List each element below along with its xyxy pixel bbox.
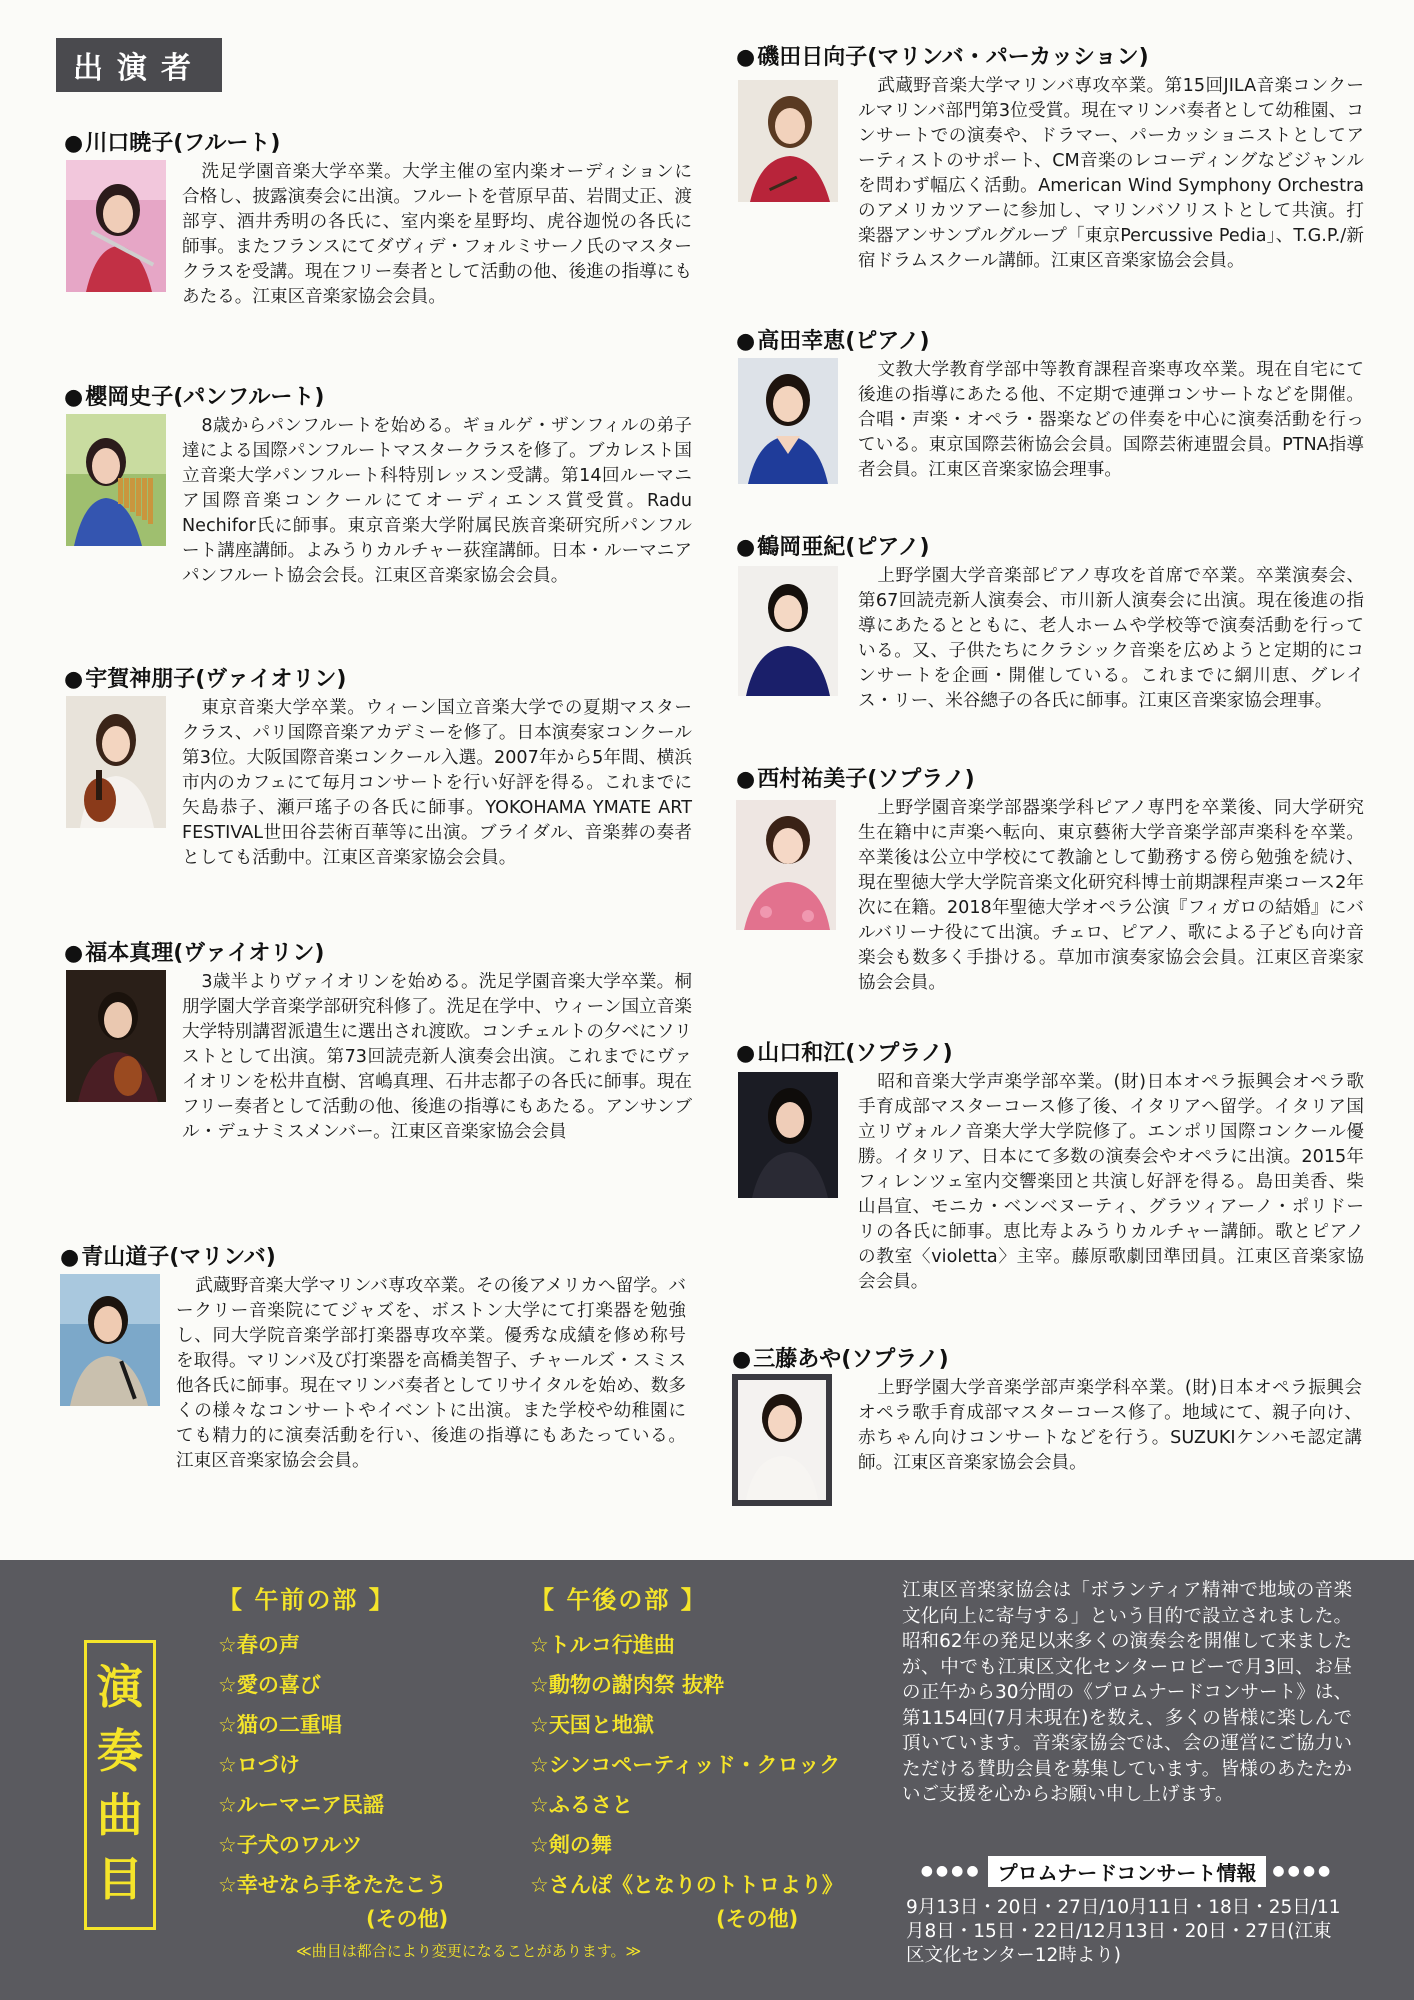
performer-fukumoto bbox=[64, 936, 694, 1206]
performer-bio: 上野学園大学音楽学部声楽学科卒業。(財)日本オペラ振興会オペラ歌手育成部マスターコース修了。地域にて、親子向け、赤ちゃん向けコンサートなどを行う。SUZUKIケンハモ認定講師。江東区音楽家協会会員。 bbox=[858, 1378, 1362, 1473]
label-dots-right: ●●●● bbox=[1272, 1863, 1334, 1879]
performer-bio: 8歳からパンフルートを始める。ギョルゲ・ザンフィルの弟子達による国際パンフルートマスタークラスを修了。ブカレスト国立音楽大学パンフルート科特別レッスン受講。第14回ルーマニア国際音楽コンクールにてオーディエンス賞受賞。Radu Nechifor氏に師事。東京音楽大学附属民族音楽研究所パンフルート講座講師。よみうりカルチャー荻窪講師。日本・ルーマニアパンフルート協会会長。江東区音楽家協会会員。 bbox=[182, 416, 692, 586]
performer-bio: 武蔵野音楽大学マリンバ専攻卒業。その後アメリカへ留学。バークリー音楽院にてジャズを、ボストン大学にて打楽器を勉強し、同大学院音楽学部打楽器専攻卒業。優秀な成績を修め称号を取得。マリンバ及び打楽器を高橋美智子、チャールズ・スミス他各氏に師事。現在マリンバ奏者としてリサイタルを始め、数多くの様々なコンサートやイベントに出演。また学校や幼稚園にても精力的に演奏活動を行い、後進の指導にもあたっている。江東区音楽家協会会員。 bbox=[176, 1276, 686, 1471]
program-item: ☆ さんぽ《となりのトトロより》 bbox=[530, 1865, 880, 1905]
performer-photo bbox=[738, 80, 838, 202]
performer-name: ● 福本真理(ヴァイオリン) bbox=[64, 936, 324, 967]
performer-name: ● 川口暁子(フルート) bbox=[64, 126, 280, 157]
morning-heading: 【 午前の部 】 bbox=[218, 1586, 395, 1614]
label-dots-left: ●●●● bbox=[920, 1863, 982, 1879]
morning-other: (その他) bbox=[366, 1907, 449, 1931]
program-afternoon bbox=[530, 1580, 880, 1905]
performer-photo bbox=[732, 1374, 832, 1506]
performer-name: ● 青山道子(マリンバ) bbox=[60, 1240, 276, 1271]
performer-name: ● 山口和江(ソプラノ) bbox=[736, 1036, 953, 1067]
performer-yamaguchi bbox=[736, 1036, 1366, 1326]
performer-nishimura bbox=[736, 762, 1366, 1022]
program-item: ☆ ロづけ bbox=[218, 1745, 508, 1785]
performer-name: ● 三藤あや(ソプラノ) bbox=[732, 1342, 949, 1373]
concert-dates: 9月13日・20日・27日/10月11日・18日・25日/11月8日・15日・22日/12月13日・20日・27日(江東区文化センター12時より) bbox=[906, 1897, 1341, 1966]
performer-name: ● 磯田日向子(マリンバ・パーカッション) bbox=[736, 40, 1149, 71]
performer-takada bbox=[736, 324, 1366, 504]
performer-isoda bbox=[736, 40, 1366, 310]
performer-tsuruoka bbox=[736, 530, 1366, 750]
program-item: ☆ 猫の二重唱 bbox=[218, 1705, 508, 1745]
performer-name: ● 西村祐美子(ソプラノ) bbox=[736, 762, 975, 793]
performer-aoyama bbox=[60, 1240, 690, 1520]
section-title: 出演者 bbox=[56, 38, 222, 92]
performer-bio: 洗足学園音楽大学卒業。大学主催の室内楽オーディションに合格し、披露演奏会に出演。フルートを菅原早苗、岩間丈正、渡部亨、酒井秀明の各氏に、室内楽を星野均、虎谷迦悦の各氏に師事。またフランスにてダヴィデ・フォルミサーノ氏のマスタークラスを受講。現在フリー奏者として活動の他、後進の指導にもあたる。江東区音楽家協会会員。 bbox=[182, 162, 692, 307]
program-item: ☆ 幸せなら手をたたこう bbox=[218, 1865, 508, 1905]
performer-bio: 東京音楽大学卒業。ウィーン国立音楽大学での夏期マスタークラス、パリ国際音楽アカデミーを修了。日本演奏家コンクール第3位。大阪国際音楽コンクール入選。2007年から5年間、横浜市内のカフェにて毎月コンサートを行い好評を得る。これまでに矢島恭子、瀬戸瑤子の各氏に師事。YOKOHAMA YMATE ART FESTIVAL世田谷芸術百華等に出演。ブライダル、音楽葬の奏者としても活動中。江東区音楽家協会会員。 bbox=[182, 698, 692, 868]
program-item: ☆ トルコ行進曲 bbox=[530, 1625, 880, 1665]
performer-bio: 上野学園大学音楽部ピアノ専攻を首席で卒業。卒業演奏会、第67回読売新人演奏会、市川新人演奏会に出演。現在後進の指導にあたるとともに、老人ホームや学校等で演奏活動を行っている。又、子供たちにクラシック音楽を広めようと定期的にコンサートを企画・開催している。これまでに網川恵、グレイス・リー、米谷總子の各氏に師事。江東区音楽家協会理事。 bbox=[858, 566, 1364, 711]
performer-photo bbox=[66, 160, 166, 292]
program-item: ☆ 天国と地獄 bbox=[530, 1705, 880, 1745]
program-item: ☆ シンコペーティッド・クロック bbox=[530, 1745, 880, 1785]
performer-name: ● 鶴岡亜紀(ピアノ) bbox=[736, 530, 930, 561]
performer-bio: 文教大学教育学部中等教育課程音楽専攻卒業。現在自宅にて後進の指導にあたる他、不定期で連弾コンサートなどを開催。合唱・声楽・オペラ・器楽などの伴奏を中心に演奏活動を行っている。東京国際芸術協会会員。国際芸術連盟会員。PTNA指導者会員。江東区音楽家協会理事。 bbox=[858, 360, 1364, 480]
performer-photo bbox=[66, 414, 166, 546]
performer-mito bbox=[732, 1342, 1366, 1512]
program-item: ☆ 春の声 bbox=[218, 1625, 508, 1665]
performer-photo bbox=[738, 1072, 838, 1198]
label-text: プロムナードコンサート情報 bbox=[988, 1856, 1267, 1887]
performer-photo bbox=[66, 970, 166, 1102]
program-item: ☆ ルーマニア民謡 bbox=[218, 1785, 508, 1825]
promenade-info-label bbox=[902, 1857, 1352, 1885]
performer-name: ● 高田幸恵(ピアノ) bbox=[736, 324, 930, 355]
performer-photo bbox=[60, 1274, 160, 1406]
performer-sakuraoka bbox=[64, 380, 694, 620]
afternoon-other: (その他) bbox=[716, 1907, 799, 1931]
performer-photo bbox=[736, 800, 836, 930]
program-morning bbox=[218, 1580, 508, 1905]
program-note: ≪曲目は都合により変更になることがあります。≫ bbox=[296, 1942, 642, 1960]
performer-photo bbox=[738, 566, 838, 696]
performer-kawaguchi bbox=[64, 126, 694, 346]
program-item: ☆ 子犬のワルツ bbox=[218, 1825, 508, 1865]
program-item: ☆ 動物の謝肉祭 抜粋 bbox=[530, 1665, 880, 1705]
performer-bio: 昭和音楽大学声楽学部卒業。(財)日本オペラ振興会オペラ歌手育成部マスターコース修了後、イタリアへ留学。イタリア国立リヴォルノ音楽大学大学院修了。エンポリ国際コンクール優勝。イタリア、日本にて多数の演奏会やオペラに出演。2015年フィレンツェ室内交響楽団と共演し好評を得る。島田美香、柴山昌宣、モニカ・ベンベヌーティ、グラツィアーノ・ポリドーリの各氏に師事。恵比寿よみうりカルチャー講師。歌とピアノの教室〈violetta〉主宰。藤原歌劇団準団員。江東区音楽家協会会員。 bbox=[858, 1072, 1364, 1292]
performer-photo bbox=[738, 358, 838, 484]
performer-bio: 上野学園音楽学部器楽学科ピアノ専門を卒業後、同大学研究生在籍中に声楽へ転向、東京藝術大学音楽学部声楽科を卒業。卒業後は公立中学校にて教諭として勤務する傍ら勉強を続け、現在聖徳大学大学院音楽文化研究科博士前期課程声楽コース2年次に在籍。2018年聖徳大学オペラ公演『フィガロの結婚』にバルバリーナ役にて出演。チェロ、ピアノ、歌による子ども向け音楽会も数多く手掛ける。草加市演奏家協会会員。江東区音楽家協会会員。 bbox=[858, 798, 1364, 993]
performer-bio: 3歳半よりヴァイオリンを始める。洗足学園音楽大学卒業。桐朋学園大学音楽学部研究科修了。洗足在学中、ウィーン国立音楽大学特別講習派遣生に選出され渡欧。コンチェルトの夕べにソリストとして出演。第73回読売新人演奏会出演。これまでにヴァイオリンを松井直樹、宮嶋真理、石井志都子の各氏に師事。現在フリー奏者として活動の他、後進の指導にもあたる。アンサンブル・デュナミスメンバー。江東区音楽家協会会員 bbox=[182, 972, 692, 1142]
program-item: ☆ 剣の舞 bbox=[530, 1825, 880, 1865]
performer-bio: 武蔵野音楽大学マリンバ専攻卒業。第15回JILA音楽コンクールマリンバ部門第3位受賞。現在マリンバ奏者として幼稚園、コンサートでの演奏や、ドラマー、パーカッショニストとしてアーティストのサポート、CM音楽のレコーディングなどジャンルを問わず幅広く活動。American Wind Symphony Orchestraのアメリカツアーに参加し、マリンバソリストとして共演。打楽器アンサンブルグループ「東京Percussive Pedia」、T.G.P./新宿ドラムスクール講師。江東区音楽家協会会員。 bbox=[858, 76, 1364, 271]
program-title: 演 奏 曲 目 bbox=[84, 1640, 156, 1930]
afternoon-heading: 【 午後の部 】 bbox=[530, 1586, 707, 1614]
performer-name: ● 櫻岡史子(パンフルート) bbox=[64, 380, 324, 411]
association-info: 江東区音楽家協会は「ボランティア精神で地域の音楽文化向上に寄与する」という目的で設立されました。昭和62年の発足以来多くの演奏会を開催して来ましたが、中でも江東区文化センターロビーで月3回、お昼の正午から30分間の《プロムナードコンサート》は、第1154回(7月末現在)を数え、多くの皆様に楽しんで頂いています。音楽家協会では、会の運営にご協力いただける賛助会員を募集しています。皆様のあたたかいご支援を心からお願い申し上げます。 bbox=[902, 1580, 1352, 1805]
performer-name: ● 宇賀神朋子(ヴァイオリン) bbox=[64, 662, 346, 693]
program-item: ☆ ふるさと bbox=[530, 1785, 880, 1825]
performer-ugajin bbox=[64, 662, 694, 902]
program-item: ☆ 愛の喜び bbox=[218, 1665, 508, 1705]
performer-photo bbox=[66, 696, 166, 828]
